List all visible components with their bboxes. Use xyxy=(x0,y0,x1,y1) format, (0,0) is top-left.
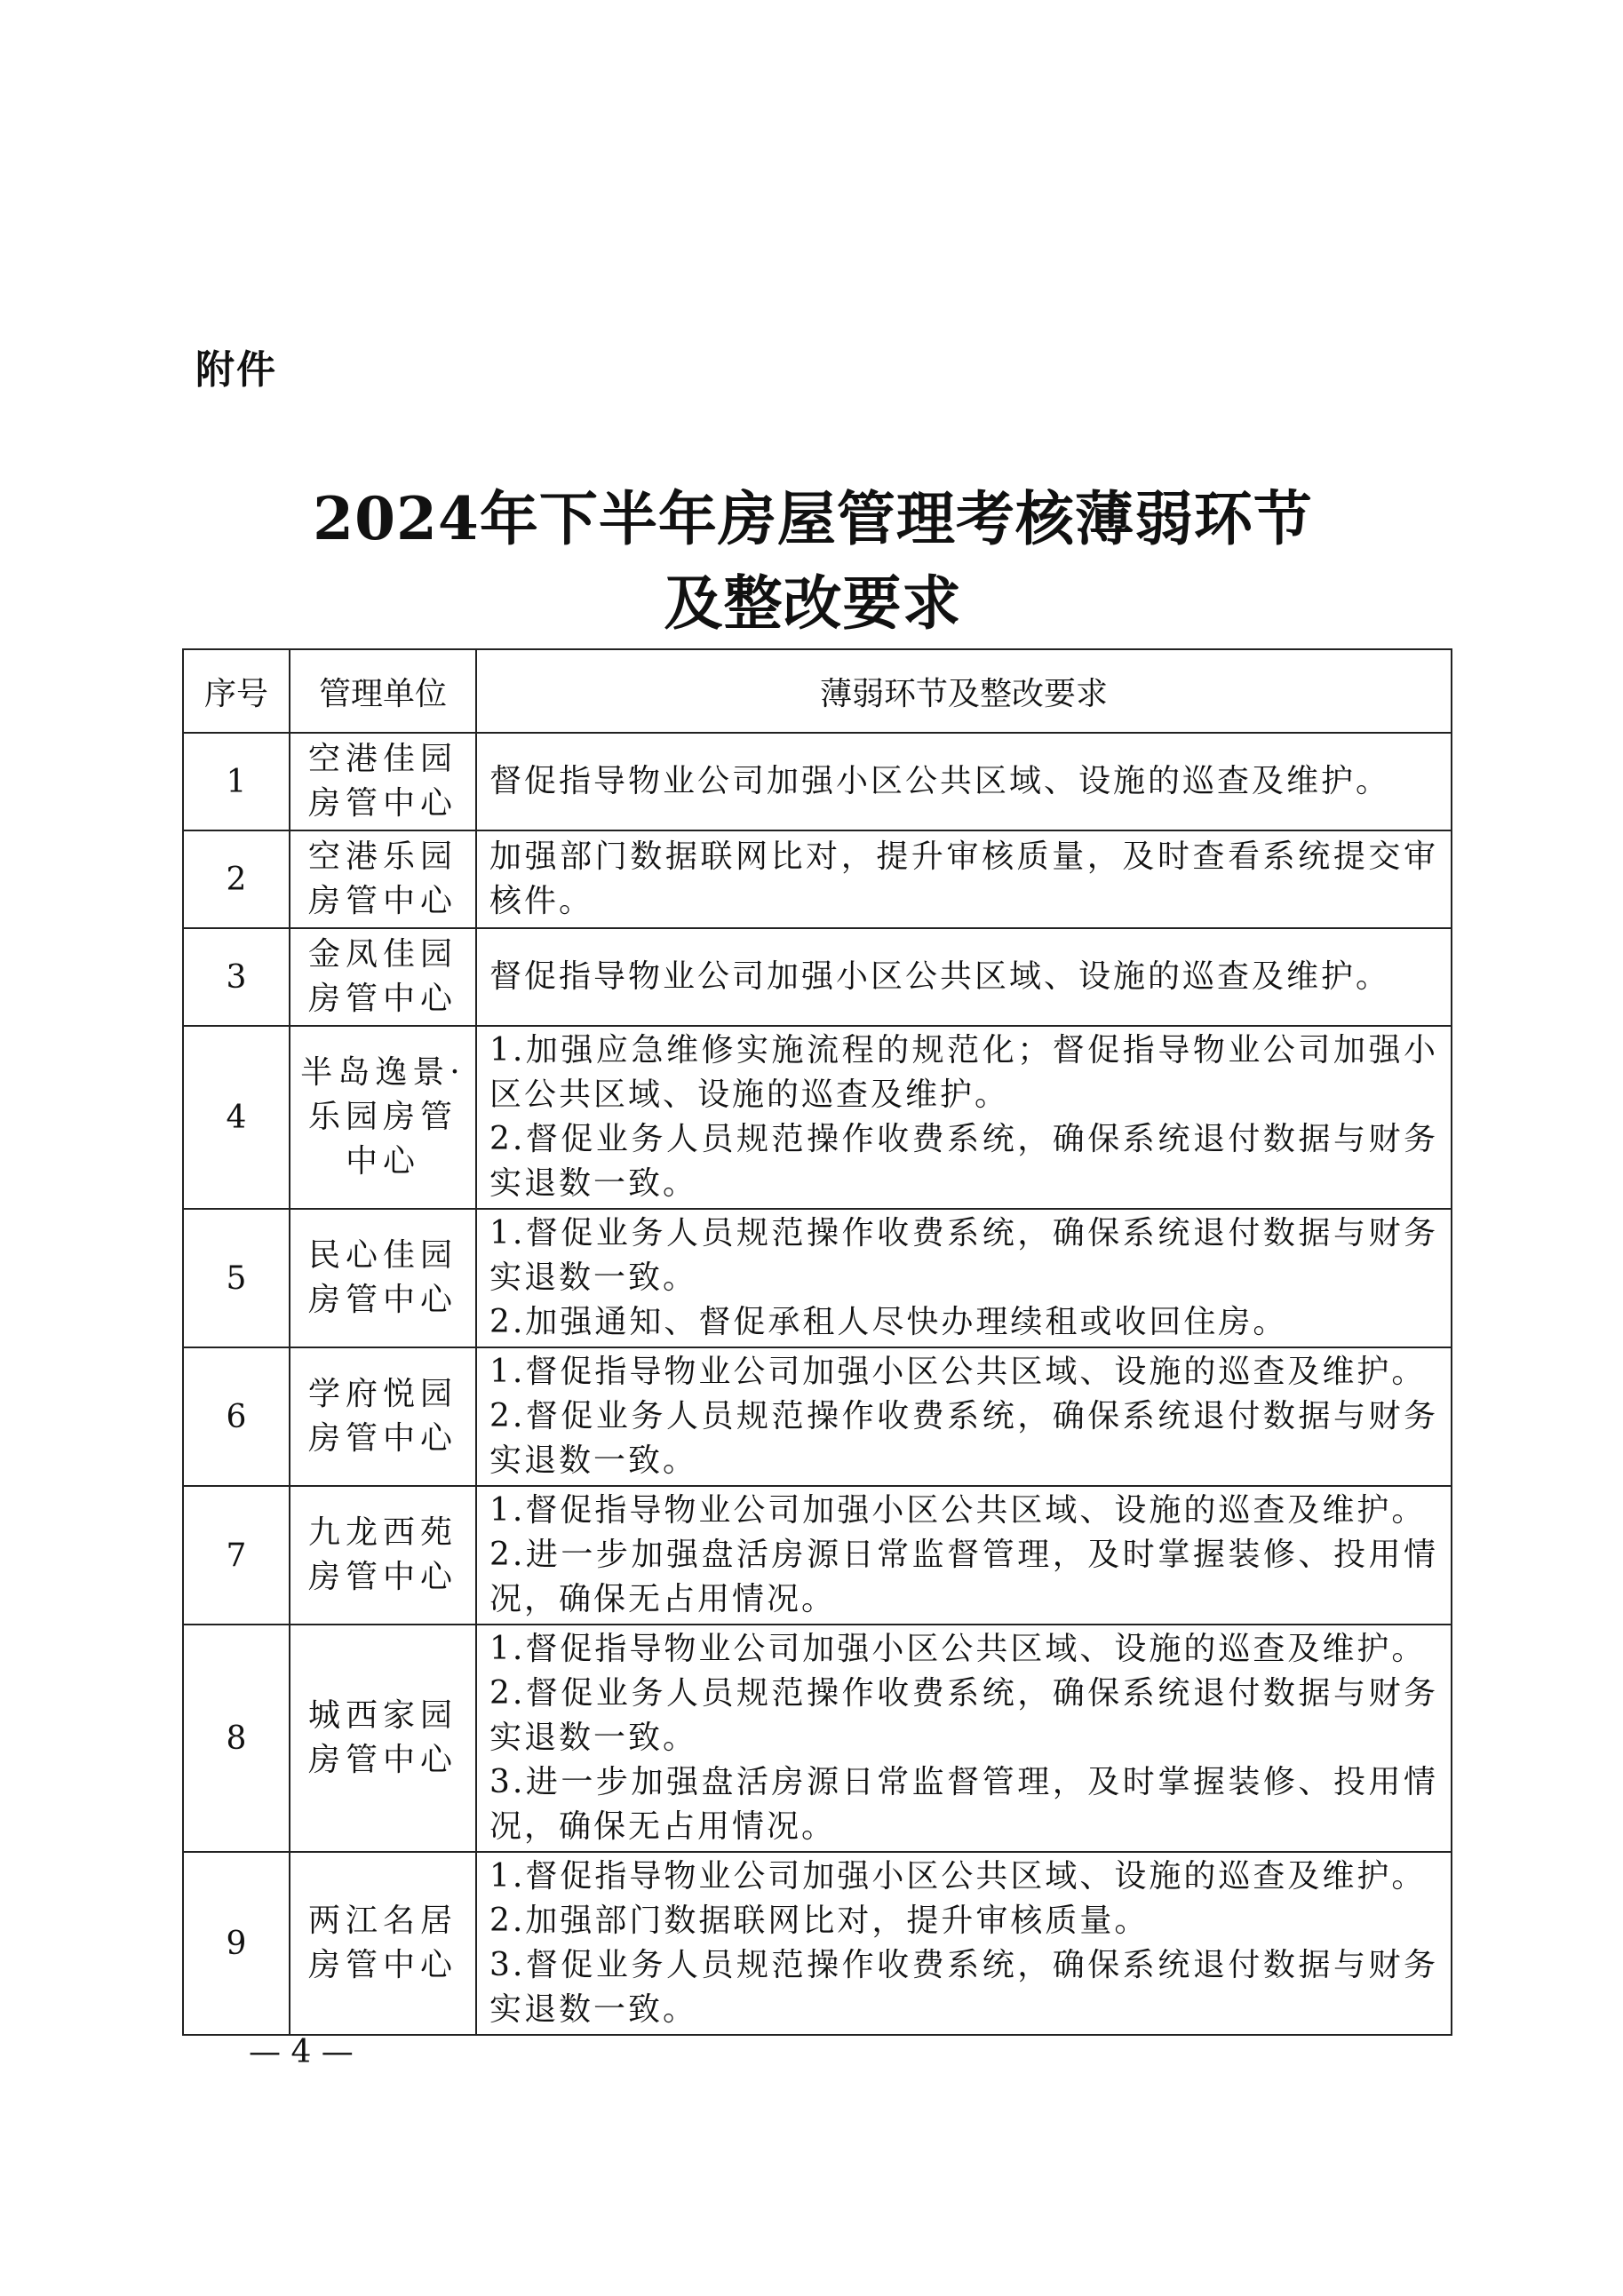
row-unit: 金凤佳园房管中心 xyxy=(290,928,476,1026)
table-row xyxy=(183,1209,1452,1347)
row-seq: 2 xyxy=(183,830,290,928)
requirement-item: 2.督促业务人员规范操作收费系统，确保系统退付数据与财务实退数一致。 xyxy=(489,1398,1438,1479)
row-unit: 两江名居房管中心 xyxy=(290,1852,476,2035)
header-unit: 管理单位 xyxy=(290,649,476,733)
table-row xyxy=(183,1852,1452,2035)
requirement-item: 加强部门数据联网比对，提升审核质量，及时查看系统提交审核件。 xyxy=(489,838,1438,919)
requirement-item: 2.督促业务人员规范操作收费系统，确保系统退付数据与财务实退数一致。 xyxy=(489,1675,1438,1756)
row-unit: 半岛逸景·乐园房管中心 xyxy=(290,1026,476,1209)
requirement-item: 3.进一步加强盘活房源日常监督管理，及时掌握装修、投用情况，确保无占用情况。 xyxy=(489,1764,1438,1845)
page-number: — 4 — xyxy=(249,2034,354,2070)
table-row xyxy=(183,1026,1452,1209)
row-requirements xyxy=(476,733,1452,830)
row-unit: 民心佳园房管中心 xyxy=(290,1209,476,1347)
table-row xyxy=(183,1486,1452,1625)
table-row xyxy=(183,733,1452,830)
row-seq: 8 xyxy=(183,1625,290,1852)
row-seq: 7 xyxy=(183,1486,290,1625)
row-unit: 空港佳园房管中心 xyxy=(290,733,476,830)
row-seq: 4 xyxy=(183,1026,290,1209)
row-unit: 城西家园房管中心 xyxy=(290,1625,476,1852)
requirement-item: 督促指导物业公司加强小区公共区域、设施的巡查及维护。 xyxy=(489,763,1391,799)
requirement-item: 3.督促业务人员规范操作收费系统，确保系统退付数据与财务实退数一致。 xyxy=(489,1947,1438,2028)
row-requirements xyxy=(476,1625,1452,1852)
header-requirements: 薄弱环节及整改要求 xyxy=(476,649,1452,733)
row-requirements xyxy=(476,1852,1452,2035)
row-requirements xyxy=(476,1209,1452,1347)
row-requirements xyxy=(476,1026,1452,1209)
row-seq: 6 xyxy=(183,1347,290,1486)
requirement-item: 1.督促指导物业公司加强小区公共区域、设施的巡查及维护。 xyxy=(489,1492,1427,1529)
requirement-item: 1.加强应急维修实施流程的规范化；督促指导物业公司加强小区公共区域、设施的巡查及维护。 xyxy=(489,1032,1438,1113)
row-seq: 1 xyxy=(183,733,290,830)
table-row xyxy=(183,928,1452,1026)
row-requirements xyxy=(476,1486,1452,1625)
header-seq: 序号 xyxy=(183,649,290,733)
document-title-line-2: 及整改要求 xyxy=(664,568,962,638)
row-unit: 学府悦园房管中心 xyxy=(290,1347,476,1486)
requirement-item: 2.督促业务人员规范操作收费系统，确保系统退付数据与财务实退数一致。 xyxy=(489,1121,1438,1202)
row-seq: 3 xyxy=(183,928,290,1026)
requirement-item: 2.加强通知、督促承租人尽快办理续租或收回住房。 xyxy=(489,1304,1288,1340)
table-row xyxy=(183,1347,1452,1486)
requirement-item: 督促指导物业公司加强小区公共区域、设施的巡查及维护。 xyxy=(489,958,1391,995)
row-unit: 九龙西苑房管中心 xyxy=(290,1486,476,1625)
requirement-item: 1.督促指导物业公司加强小区公共区域、设施的巡查及维护。 xyxy=(489,1631,1427,1667)
row-requirements xyxy=(476,928,1452,1026)
table-row xyxy=(183,830,1452,928)
requirement-item: 2.加强部门数据联网比对，提升审核质量。 xyxy=(489,1903,1150,1939)
rectification-table xyxy=(182,648,1452,2036)
requirement-item: 2.进一步加强盘活房源日常监督管理，及时掌握装修、投用情况，确保无占用情况。 xyxy=(489,1537,1438,1617)
table-header-row xyxy=(183,649,1452,733)
requirement-item: 1.督促业务人员规范操作收费系统，确保系统退付数据与财务实退数一致。 xyxy=(489,1215,1438,1296)
row-requirements xyxy=(476,1347,1452,1486)
document-title-line-1: 2024年下半年房屋管理考核薄弱环节 xyxy=(313,484,1313,553)
row-seq: 5 xyxy=(183,1209,290,1347)
requirement-item: 1.督促指导物业公司加强小区公共区域、设施的巡查及维护。 xyxy=(489,1354,1427,1390)
row-requirements xyxy=(476,830,1452,928)
attachment-label: 附件 xyxy=(195,347,277,393)
table-row xyxy=(183,1625,1452,1852)
requirement-item: 1.督促指导物业公司加强小区公共区域、设施的巡查及维护。 xyxy=(489,1858,1427,1895)
row-unit: 空港乐园房管中心 xyxy=(290,830,476,928)
row-seq: 9 xyxy=(183,1852,290,2035)
